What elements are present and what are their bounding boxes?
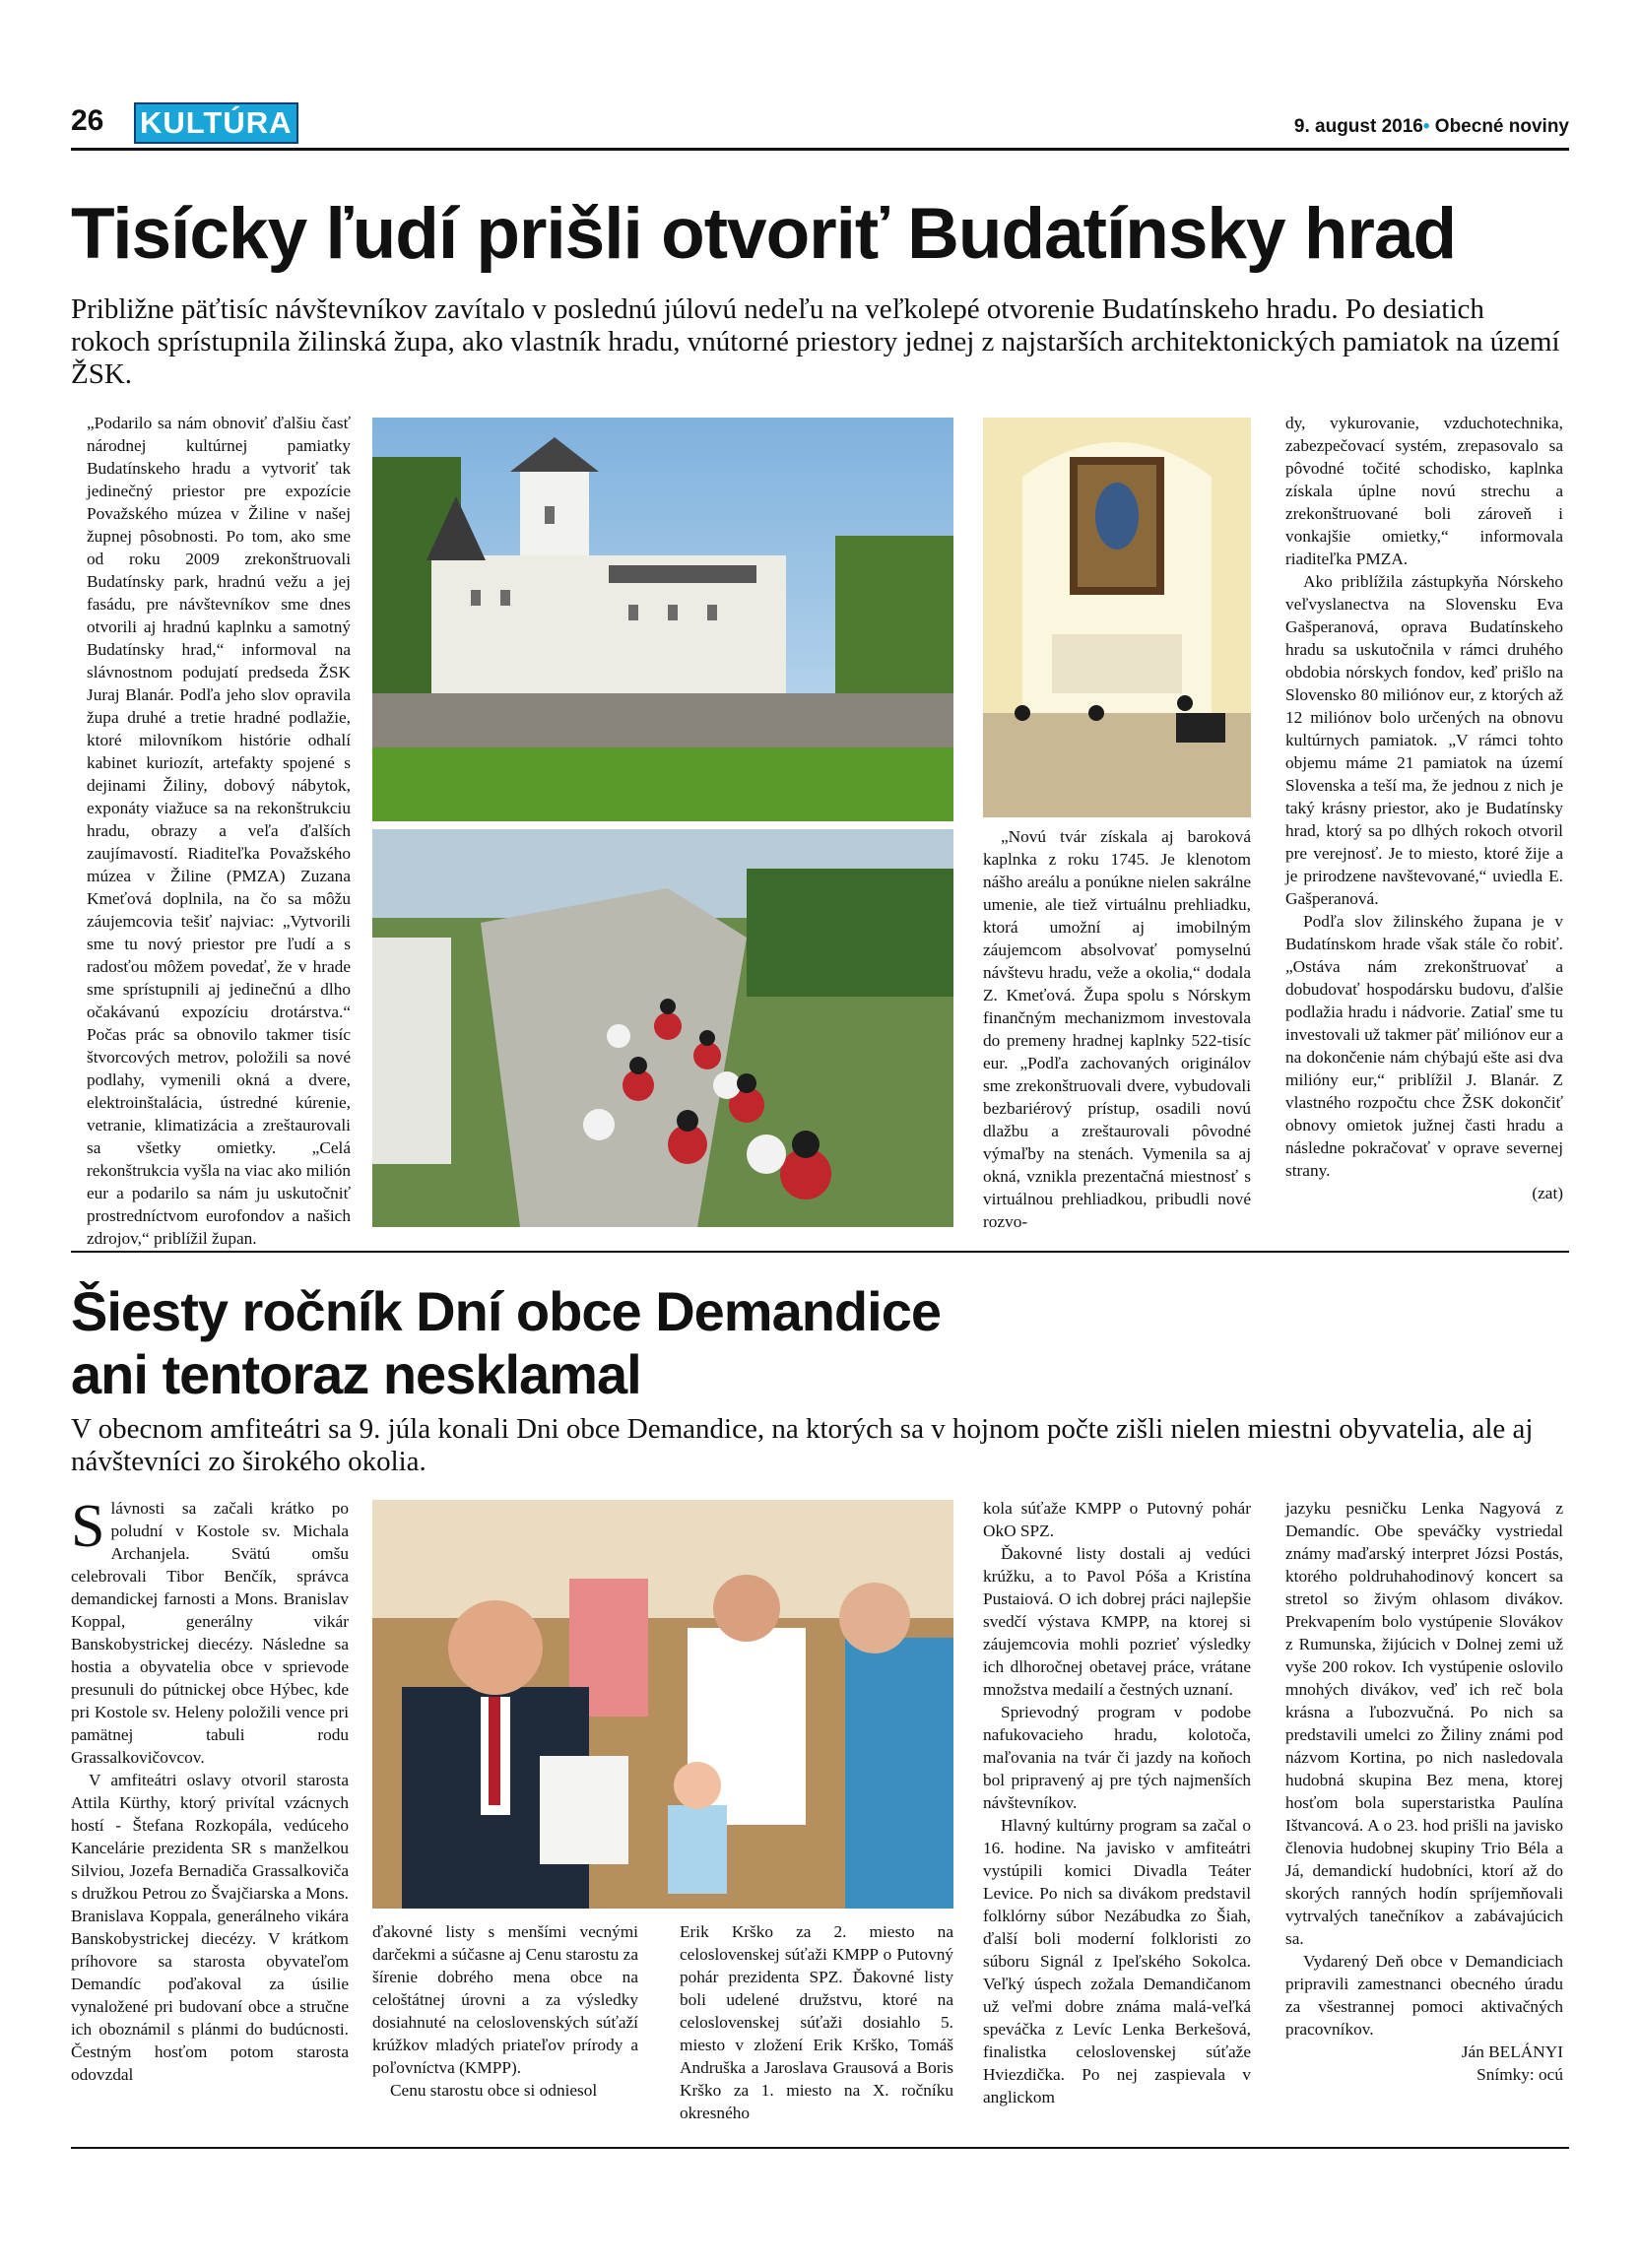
date-text: 9. august 2016 [1293,116,1423,137]
article2-col2-paragraph-2: Cenu starostu obce si odniesol [390,2081,598,2100]
celebration-photo [372,1500,953,1909]
article1-col4-paragraph-1: dy, vykurovanie, vzduchotechnika, zabezpečovací systém, zrepasovalo sa pôvodné točité schodisko, kaplnka získala úplne novú strechu a zrekonštruované boli zároveň i vonkajšie omietky,“ informovala riaditeľka PMZA. [1285,414,1563,568]
article1-col3-text: „Novú tvár získala aj baroková kaplnka z roku 1745. Je klenotom nášho areálu a ponúkne nielen sakrálne umenie, ale tiež virtuálnu prehliadku, ktorá umožní aj imobilným záujemcom absolvovať pomyselnú návštevu hradu, veže a okolia,“ dodala Z. Kmeťová. Župa spolu s Nórskym finančným mechanizmom investovala do premeny hradnej kaplnky 522-tisíc eur. „Podľa zachovaných originálov sme zrekonštruovali dvere, vybudovali bezbariérový prístup, osadili novú dlažbu a zreštaurovali pôvodné výmaľby na stenách. Vymenila sa aj okná, vznikla prezentačná miestnosť s virtuálnou prehliadkou, pribudli nové rozvo- [983,827,1251,1231]
procession-photo [372,829,953,1227]
chapel-photo [983,418,1251,817]
issue-date [1294,116,1569,138]
article1-lead: Približne päťtisíc návštevníkov zavítalo v poslednú júlovú nedeľu na veľkolepé otvorenie Budatínskeho hradu. Po desiatich rokoch sprístupnila žilinská župa, ako vlastník hradu, vnútorné priestory jednej z najstarších architektonických pamiatok na území ŽSK. [71,293,1560,390]
article2-col4-paragraph-3: Sprievodný program v podobe nafukovacieho hradu, kolotoča, maľovania na tvár či jazdy na koňoch bol pripravený aj pre tých najmenších návštevníkov. [983,1703,1251,1812]
article2-col4-paragraph-4: Hlavný kultúrny program sa začal o 16. hodine. Na javisko v amfiteátri vystúpili komici Divadla Teáter Levice. Po nich sa divákom predstavil folklórny súbor Nezábudka zo Šiah, ďalší boli moderní folkloristi zo súboru Signál z Ipeľského Sokolca. Veľký úspech zožala Demandičanom už veľmi dobre známa malá-veľká speváčka z Levíc Lenka Berkešová, finalistka celoslovenskej súťaže Hviezdička. Po nej zaspievala v anglickom [983,1816,1251,2106]
drop-cap: S [71,1493,105,1560]
footer-rule [71,2147,1569,2149]
header-rule [71,148,1569,151]
article2-col1-paragraph-1: lávnosti sa začali krátko po poludní v Kostole sv. Michala Archanjela. Svätú omšu celebrovali Tibor Benčík, správca demandickej farnosti a Mons. Branislav Koppal, generálny vikár Banskobystrickej diecézy. Následne sa hostia a obyvatelia obce v sprievode presunuli do pútnickej obce Hýbec, kde pri Kostole sv. Heleny položili vence pri pamätnej tabuli rodu Grassalkovičovcov. [71,1499,349,1767]
article1-col4-paragraph-2: Ako priblížila zástupkyňa Nórskeho veľvyslanectva na Slovensku Eva Gašperanová, oprava Budatínskeho hradu sa uskutočnila v rámci druhého obdobia nórskych fondov, keď prišlo na Slovensko 80 miliónov eur, z ktorých až 12 miliónov bolo určených na obnovu kultúrnych pamiatok. „V rámci tohto objemu máme 21 pamiatok na území Slovenska a teší ma, že jednou z nich je taký krásny priestor, ako je Budatínsky hrad, ktorý sa po dlhých rokoch otvoril pre verejnosť. Je to miesto, ktoré žije a je prirodzene navštevované,“ uviedla E. Gašperanová. [1285,572,1563,908]
photo-credit: Snímky: ocú [1476,2065,1563,2084]
article2-column-3 [680,1920,953,2124]
article2-column-5 [1285,1497,1563,2086]
article2-column-1 [71,1493,349,2086]
article2-signature: Ján BELÁNYI [1461,2042,1563,2061]
castle-photo [372,418,953,821]
article1-column-4 [1285,412,1563,1204]
article1-col1-text: „Podarilo sa nám obnoviť ďalšiu časť národnej kultúrnej pamiatky Budatínskeho hradu a vytvoriť tak jedinečný priestor pre expozície Považského múzea v Žiline v našej župnej pôsobnosti. Po tom, ako sme od roku 2009 zrekonštruovali Budatínsky park, hradnú vežu a jej fasádu, pre návštevníkov sme dnes otvorili aj hradnú kaplnku a samotný Budatínsky hrad,“ informoval na slávnostnom podujatí predseda ŽSK Juraj Blanár. Podľa jeho slov opravila župa druhé a tretie hradné podlažie, ktoré milovníkom histórie odhalí kabinet kuriozít, artefakty spojené s dejinami Žiliny, dobový nábytok, exponáty viažuce sa na rekonštrukciu hradu, obrazy a veľa ďalších zaujímavostí. Riaditeľka Považského múzea v Žiline (PMZA) Zuzana Kmeťová doplnila, na čo sa môžu záujemcovia tešiť najviac: „Vytvorili sme tu nový priestor pre ľudí a s radosťou môžem povedať, že v hrade sme sprístupnili aj jedinečnú a dlho očakávanú expozíciu drotárstva.“ Počas prác sa obnovilo takmer tisíc štvorcových metrov, položili sa nové podlahy, vymenili okná a dvere, elektroinštalácia, ústredné kúrenie, vetranie, klimatizácia a zreštaurovali sa všetky omietky. „Celá rekonštrukcia vyšla na viac ako milión eur a podarilo sa nám ju uskutočniť prostredníctvom eurofondov a našich zdrojov,“ priblížil župan. [87,414,351,1248]
article1-column-1 [87,412,351,1250]
article2-lead: V obecnom amfiteátri sa 9. júla konali Dni obce Demandice, na ktorých sa v hojnom počte zišli nielen miestni obyvatelia, ale aj návštevníci zo širokého okolia. [71,1413,1534,1477]
article2-col3-paragraph-1: Erik Krško za 2. miesto na celoslovenskej súťaži KMPP o Putovný pohár prezidenta SPZ. Ďakovné listy boli udelené družstvu, ktoré na celoslovenskej súťaži dosiahlo 5. miesto v zložení Erik Krško, Tomáš Andruška a Jaroslava Grausová a Boris Krško za 1. miesto na X. ročníku okresného [680,1922,953,2122]
article2-column-4 [983,1497,1251,2108]
article1-column-3 [983,825,1251,1233]
article2-headline [71,1280,1569,1406]
article2-col1-paragraph-2: V amfiteátri oslavy otvoril starosta Attila Kürthy, ktorý privítal vzácnych hostí - Štefana Rozkopála, vedúceho Kancelárie prezidenta SR s manželkou Silviou, Jozefa Bernadiča Grassalkoviča s družkou Petrou zo Švajčiarska a Mons. Branislava Koppala, generálneho vikára Banskobystrickej diecézy. V krátkom príhovore sa starosta obyvateľom Demandíc poďakoval za úsilie vynaložené pri budovaní obce a stručne ich oboznámil s plánmi do budúcnosti. Čestným hosťom potom starosta odovzdal [71,1771,349,2084]
article2-col5-paragraph-2: Vydarený Deň obce v Demandiciach pripravili zamestnanci obecného úradu za všestrannej pomoci aktivačných pracovníkov. [1285,1952,1563,2039]
article2-headline-line-2: ani tentoraz nesklamal [71,1343,641,1405]
article2-col4-paragraph-1: kola súťaže KMPP o Putovný pohár OkO SPZ. [983,1499,1251,1540]
article2-col2-paragraph-1: ďakovné listy s menšími vecnými darčekmi a súčasne aj Cenu starostu za šírenie dobrého mena obce na celoštátnej úrovni a za výsledky dosiahnuté na celoslovenských súťaží krúžkov mladých priateľov prírody a poľovníctva (KMPP). [372,1922,638,2077]
page-number: 26 [71,104,104,137]
article2-col4-paragraph-2: Ďakovné listy dostali aj vedúci krúžku, a to Pavol Póša a Kristína Pustaiová. O ich dobrej práci najlepšie svedčí výstava KMPP, na ktorej si záujemcovia mohli pozrieť výsledky ich dlhoročnej obetavej práce, vrátane množstva medailí a čestných uznaní. [983,1544,1251,1699]
article2-column-2 [372,1920,638,2102]
separator-bullet: • [1422,116,1430,137]
article2-headline-line-1: Šiesty ročník Dní obce Demandice [71,1280,941,1342]
publication-name: Obecné noviny [1434,116,1569,137]
article1-col4-paragraph-3: Podľa slov žilinského župana je v Budatínskom hrade však stále čo robiť. „Ostáva nám zrekonštruovať a dobudovať hospodársku budovu, ďalšie podlažia hradu i nádvorie. Zatiaľ sme tu investovali už takmer päť miliónov eur a na dokončenie nám chýbajú ešte asi dva milióny eur,“ priblížil J. Blanár. Z vlastného rozpočtu chce ŽSK dokončiť obnovy omietok južnej časti hradu a následne pokračovať v oprave severnej strany. [1285,912,1563,1180]
article2-col5-paragraph-1: jazyku pesničku Lenka Nagyová z Demandíc. Obe speváčky vystriedal známy maďarský interpret Józsi Postás, ktorého poldruhahodinový koncert sa stretol so živým ohlasom divákov. Prekvapením bolo vystúpenie Slovákov z Rumunska, žijúcich v Dolnej zemi už vyše 200 rokov. Ich vystúpenie oslovilo mnohých divákov, veď ich reč bola krásna a ľubozvučná. Po nich sa predstavili umelci zo Žiliny známi pod názvom Kortina, po nich nasledovala hudobná skupina Bez mena, ktorej hosťom bola superstaristka Paulína Ištvancová. A o 23. hod prišli na javisko členovia hudobnej skupiny Trio Béla a Já, demandickí hudobníci, ktorí až do skorých ranných hodín spríjemňovali vytrvalých tanečníkov a zabávajúcich sa. [1285,1499,1563,1948]
article-divider [71,1251,1569,1253]
article1-signature: (zat) [1532,1184,1563,1202]
section-label: KULTÚRA [134,102,298,144]
article1-headline: Tisícky ľudí prišli otvoriť Budatínsky hrad [71,194,1457,274]
